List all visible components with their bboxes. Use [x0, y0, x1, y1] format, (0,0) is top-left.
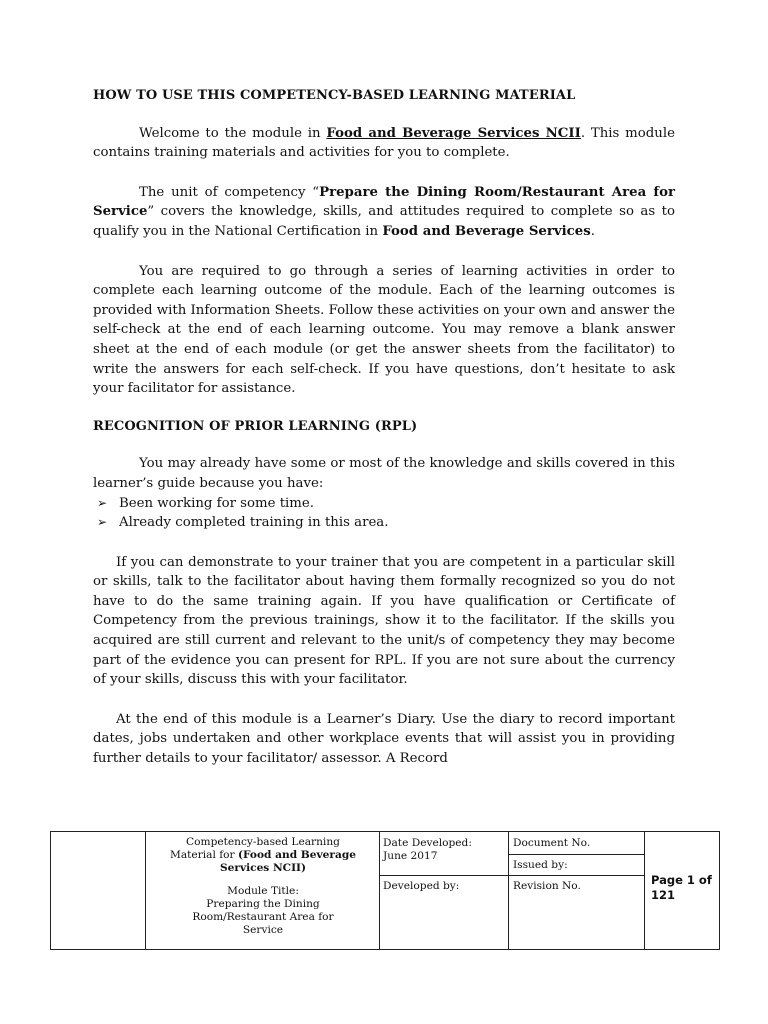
rpl-intro-paragraph: You may already have some or most of the knowledge and skills covered in this learner’s guide because you have:: [93, 456, 675, 491]
rpl-bullet-list: [93, 494, 675, 533]
issued-by-cell: Issued by:: [513, 859, 568, 871]
learning-activities-paragraph: You are required to go through a series of learning activities in order to complete each learning outcome of the module. Each of the learning outcomes is provided with Information Sheets. Follow these activities on your own and answer the self-check at the end of each learning outcome. You may remove a blank answer sheet at the end of each module (or get the answer sheets from the facilitator) to write the answers for each self-check. If you have questions, don’t hesitate to ask your facilitator for assistance.: [93, 263, 675, 397]
rpl-heading: RECOGNITION OF PRIOR LEARNING (RPL): [93, 418, 418, 434]
arrowhead-bullet-icon: ➢: [97, 495, 108, 510]
list-item: ➢ Been working for some time.: [93, 494, 675, 514]
page-number-cell: Page 1 of 121: [651, 873, 712, 902]
learners-diary-paragraph: At the end of this module is a Learner’s Diary. Use the diary to record important dates, jobs undertaken and other workplace events that will assist you in providing further details to your facilitator/ assessor. A Record: [93, 711, 675, 767]
rpl-demonstrate-paragraph: If you can demonstrate to your trainer that you are competent in a particular skill or skills, talk to the facilitator about having them formally recognized so you do not have to do the same training again. If you have qualification or Certificate of Competency from the previous trainings, show it to the facilitator. If the skills you acquired are still current and relevant to the unit/s of competency they may become part of the evidence you can present for RPL. If you are not sure about the currency of your skills, discuss this with your facilitator.: [93, 554, 675, 688]
module-title-label: Module Title:: [227, 885, 299, 897]
main-heading: HOW TO USE THIS COMPETENCY-BASED LEARNING MATERIAL: [93, 88, 576, 103]
unit-title: Prepare the Dining Room/Restaurant Area for Service: [93, 184, 675, 220]
list-item: ➢ Already completed training in this area.: [93, 513, 675, 533]
arrowhead-bullet-icon: ➢: [97, 515, 108, 530]
qualification-name: Food and Beverage Services NCII: [326, 125, 581, 141]
unit-of-competency-paragraph: The unit of competency “Prepare the Dining Room/Restaurant Area for Service” covers the knowledge, skills, and attitudes required to complete so as to qualify you in the National Certification in Food and Beverage Services.: [93, 184, 675, 239]
date-developed-cell: Date Developed: June 2017: [383, 837, 508, 863]
document-footer-table: [50, 831, 720, 950]
developed-by-cell: Developed by:: [383, 880, 460, 892]
material-title-cell: Competency-based Learning Material for (Food and Beverage Services NCII) Module Title: Preparing the Dining Room/Restaurant Area for Service: [147, 836, 379, 937]
document-no-cell: Document No.: [513, 837, 591, 849]
revision-no-cell: Revision No.: [513, 880, 581, 892]
welcome-paragraph: Welcome to the module in Food and Beverage Services NCII. This module contains training materials and activities for you to complete.: [93, 125, 675, 161]
page-body: [93, 86, 675, 769]
date-developed-value: June 2017: [383, 850, 438, 862]
